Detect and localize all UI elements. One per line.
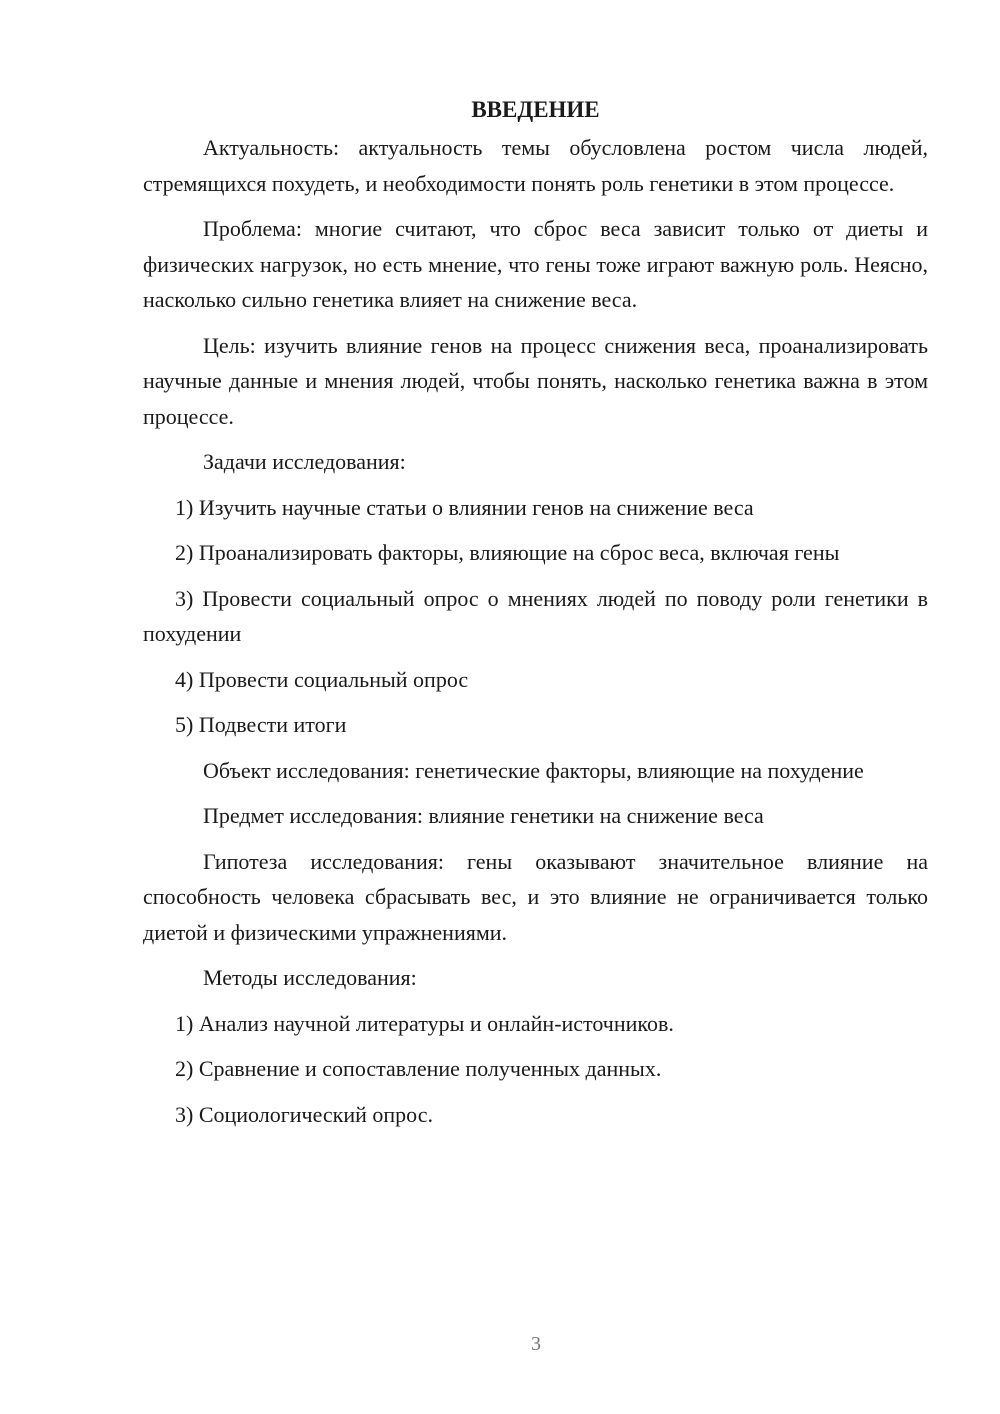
task-item: 2) Проанализировать факторы, влияющие на сброс веса, включая гены	[175, 540, 840, 565]
section-heading: ВВЕДЕНИЕ	[471, 97, 600, 122]
page-number: 3	[531, 1333, 541, 1355]
object-paragraph: Объект исследования: генетические факторы, влияющие на похудение	[203, 757, 864, 783]
tasks-title: Задачи исследования:	[203, 449, 406, 474]
method-item: 2) Сравнение и сопоставление полученных данных.	[175, 1056, 662, 1081]
task-item: 4) Провести социальный опрос	[175, 666, 469, 692]
method-item: 1) Анализ научной литературы и онлайн-источников.	[175, 1010, 674, 1036]
task-item: 5) Подвести итоги	[175, 712, 347, 737]
method-item: 3) Социологический опрос.	[175, 1101, 433, 1127]
problem-paragraph: Проблема: многие считают, что сброс веса зависит только от диеты и физических нагрузок, но есть мнение, что гены тоже играют важную роль. Неясно, насколько сильно генетика влияет на снижение веса.	[143, 216, 928, 312]
task-item: 1) Изучить научные статьи о влиянии генов на снижение веса	[175, 494, 754, 520]
hypothesis-paragraph: Гипотеза исследования: гены оказывают значительное влияние на способность человека сбрасывать вес, и это влияние не ограничивается только диетой и физическими упражнениями.	[143, 848, 928, 945]
methods-title: Методы исследования:	[203, 965, 417, 990]
task-item: 3) Провести социальный опрос о мнениях людей по поводу роли генетики в похудении	[143, 585, 928, 646]
goal-paragraph: Цель: изучить влияние генов на процесс снижения веса, проанализировать научные данные и мнения людей, чтобы понять, насколько генетика важна в этом процессе.	[143, 332, 928, 429]
relevance-paragraph: Актуальность: актуальность темы обусловлена ростом числа людей, стремящихся похудеть, и необходимости понять роль генетики в этом процессе.	[143, 135, 928, 196]
subject-paragraph: Предмет исследования: влияние генетики на снижение веса	[203, 803, 764, 828]
page-content	[143, 92, 928, 1142]
